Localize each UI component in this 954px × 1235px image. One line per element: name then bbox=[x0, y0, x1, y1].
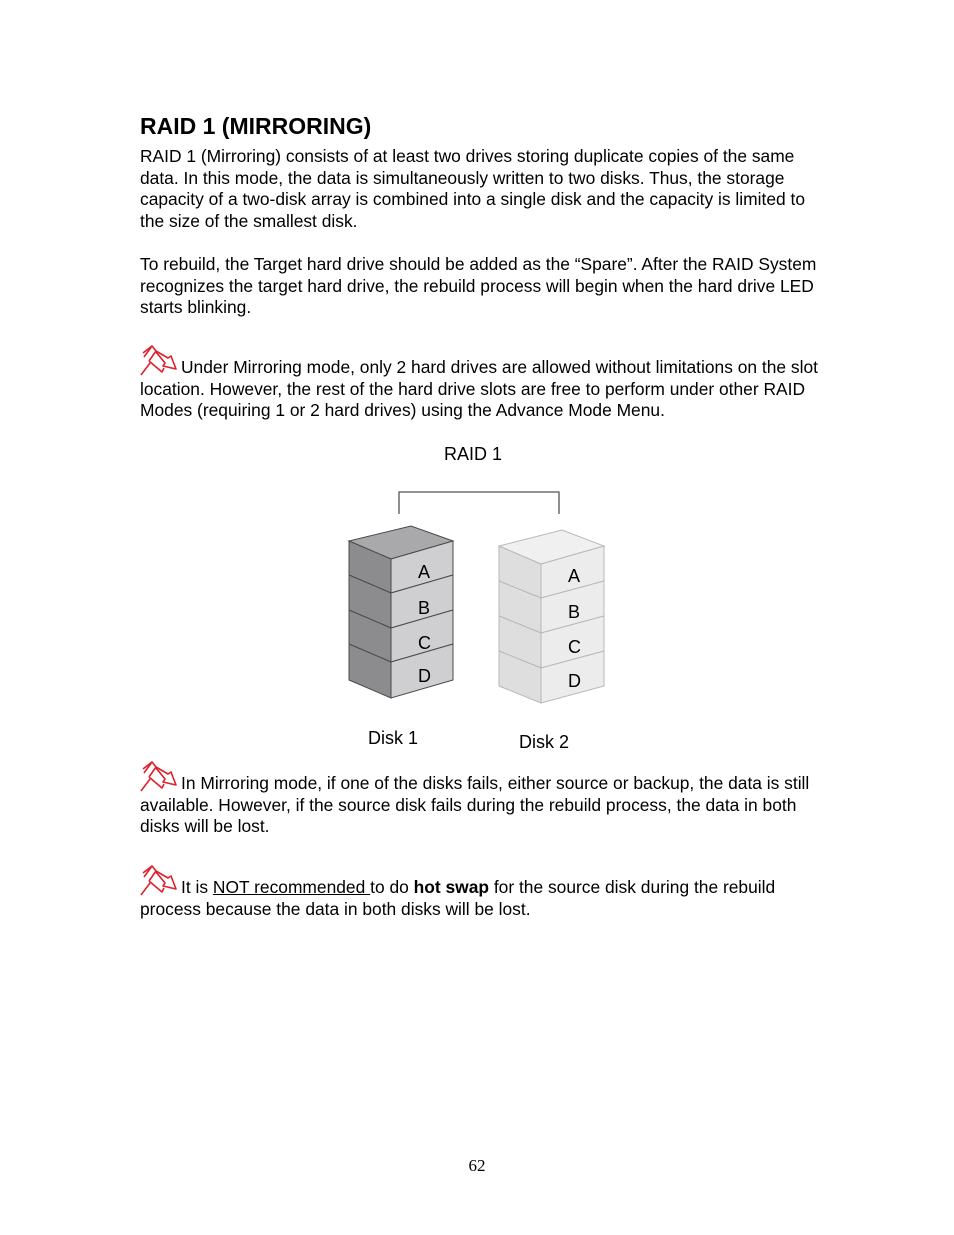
note-mirroring-failure bbox=[140, 756, 820, 838]
note-hot-swap bbox=[140, 860, 820, 920]
disk1-label-d: D bbox=[418, 666, 431, 686]
page-number: 62 bbox=[468, 1156, 486, 1175]
intro-paragraph: RAID 1 (Mirroring) consists of at least two drives storing duplicate copies of the same data. In this mode, the data is simultaneously written to two disks. Thus, the storage capacity of a two-disk array is combined into a single disk and the capacity is limited to the size of the smallest disk. bbox=[140, 146, 806, 231]
note-text: Under Mirroring mode, only 2 hard drives are allowed without limitations on the slot location. However, the rest of the hard drive slots are free to perform under other RAID Modes (requiring 1 or 2 hard drives) using the Advance Mode Menu. bbox=[140, 357, 818, 421]
disk2-label-a: A bbox=[568, 566, 581, 586]
disk1-caption: Disk 1 bbox=[368, 728, 419, 748]
bold-term: hot swap bbox=[413, 877, 490, 897]
section-heading: RAID 1 (MIRRORING) bbox=[140, 113, 372, 139]
disk2-label-c: C bbox=[568, 637, 581, 657]
pushpin-icon bbox=[140, 760, 178, 793]
disk2-label-d: D bbox=[568, 671, 581, 691]
note-text-end: for the source disk during the rebuild process because the data in both disks will be lost. bbox=[140, 877, 776, 919]
disk2-stack bbox=[499, 530, 604, 703]
mirror-bracket bbox=[399, 492, 559, 514]
pushpin-icon bbox=[140, 344, 178, 377]
disk1-label-c: C bbox=[418, 633, 431, 653]
pushpin-icon bbox=[140, 864, 178, 897]
underlined-warning: NOT recommended bbox=[212, 877, 371, 897]
disk1-stack bbox=[349, 526, 453, 698]
disk2-label-b: B bbox=[568, 602, 581, 622]
diagram-title: RAID 1 bbox=[444, 444, 503, 464]
rebuild-paragraph: To rebuild, the Target hard drive should be added as the “Spare”. After the RAID System recognizes the target hard drive, the rebuild process will begin when the hard drive LED starts blinking. bbox=[140, 254, 817, 318]
disk2-caption: Disk 2 bbox=[519, 732, 570, 752]
note-text-start: It is bbox=[181, 877, 213, 897]
note-mirroring-slots bbox=[140, 340, 820, 422]
note-text: In Mirroring mode, if one of the disks fails, either source or backup, the data is still available. However, if the source disk fails during the rebuild process, the data in both disks will be lost. bbox=[140, 773, 810, 837]
note-text-middle: to do bbox=[370, 877, 414, 897]
disk1-label-b: B bbox=[418, 598, 431, 618]
disk1-label-a: A bbox=[418, 562, 431, 582]
raid1-diagram bbox=[330, 440, 630, 760]
